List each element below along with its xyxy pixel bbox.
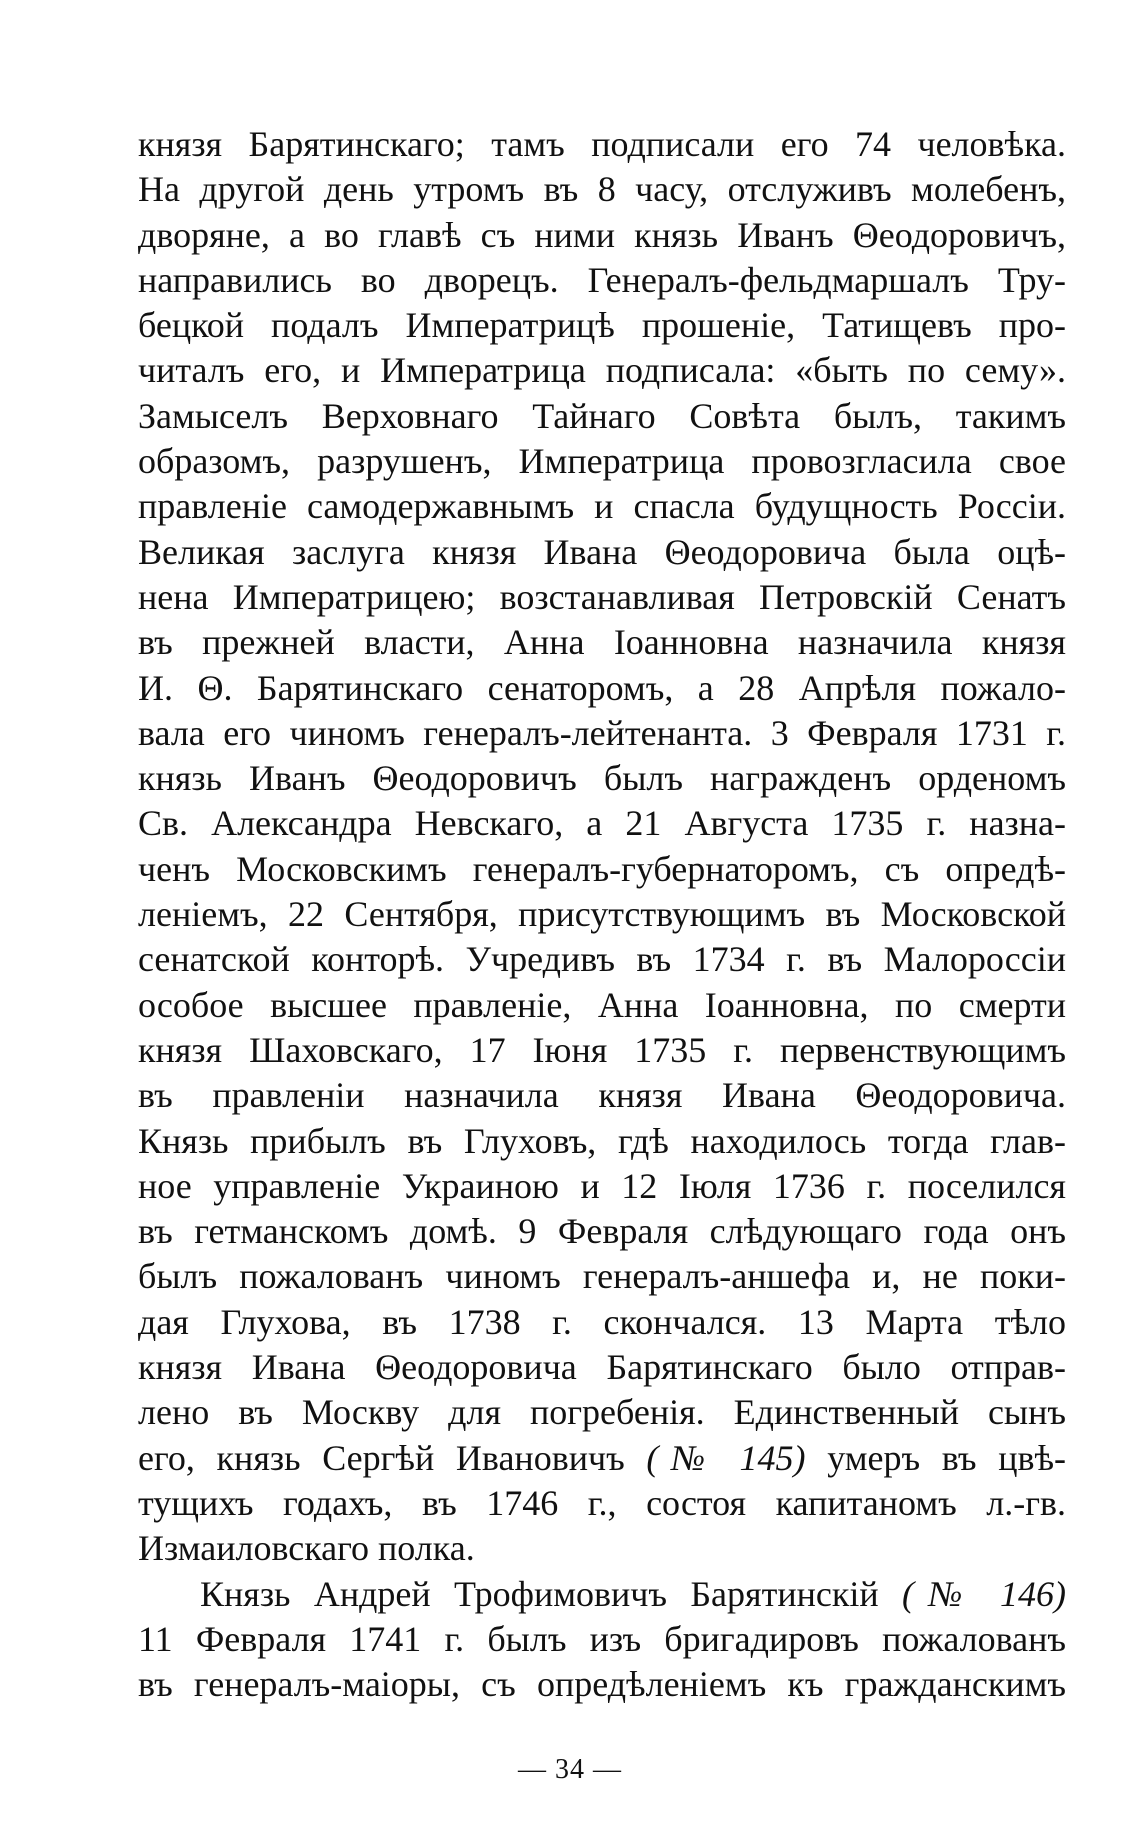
text-line-18: леніемъ, 22 Сентября, присутствующимъ въ Московской [138,894,1066,935]
text-line-7: Замыселъ Верховнаго Тайнаго Совѣта былъ, такимъ [138,395,1066,436]
text-line-4: направились во дворецъ. Генералъ-фельдмаршалъ Тру- [138,259,1066,300]
text-line-29: лено въ Москву для погребенія. Единственный сынъ [138,1392,1066,1433]
text-line-5: бецкой подалъ Императрицѣ прошеніе, Татищевъ про- [138,305,1066,346]
text-line-22: въ правленіи назначила князя Ивана Θеодоровича. [138,1075,1066,1116]
text-line-3: дворяне, а во главѣ съ ними князь Иванъ Θеодоровичъ, [138,214,1066,255]
text-line-20: особое высшее правленіе, Анна Іоанновна, по смерти [138,984,1066,1025]
body-text [138,122,1066,1707]
text-line-9: правленіе самодержавнымъ и спасла будущность Россіи. [138,486,1066,527]
text-line-19: сенатской конторѣ. Учредивъ въ 1734 г. въ Малороссіи [138,939,1066,980]
text-line-23: Князь прибылъ въ Глуховъ, гдѣ находилось тогда глав- [138,1120,1066,1161]
text-line-13: И. Θ. Барятинскаго сенаторомъ, а 28 Апрѣля пожало- [138,667,1066,708]
text-line-15: князь Иванъ Θеодоровичъ былъ награжденъ орденомъ [138,758,1066,799]
record-reference: (№ 146) [901,1573,1067,1614]
text-line-26: былъ пожалованъ чиномъ генералъ-аншефа и, не поки- [138,1256,1066,1297]
text-line-28: князя Ивана Θеодоровича Барятинскаго было отправ- [138,1347,1066,1388]
text-line-14: вала его чиномъ генералъ-лейтенанта. 3 Февраля 1731 г. [138,712,1066,753]
paragraph-2-line-3: въ генералъ-маіоры, съ опредѣленіемъ къ гражданскимъ [138,1664,1066,1705]
text-line-31: тущихъ годахъ, въ 1746 г., состоя капитаномъ л.-гв. [138,1482,1066,1523]
text-line-2: На другой день утромъ въ 8 часу, отслуживъ молебенъ, [138,169,1066,210]
paragraph-1 [138,122,1066,1436]
paragraph-2-line-1: Князь Андрей Трофимовичъ Барятинскій (№ 146) [200,1573,1067,1614]
text-line-10: Великая заслуга князя Ивана Θеодоровича была оцѣ- [138,531,1066,572]
text-line-6: читалъ его, и Императрица подписала: «быть по сему». [138,350,1066,391]
text-line-32: Измаиловскаго полка. [138,1528,475,1569]
text-line-11: нена Императрицею; возстанавливая Петровскій Сенатъ [138,576,1066,617]
text-line-25: въ гетманскомъ домѣ. 9 Февраля слѣдующаго года онъ [138,1211,1066,1252]
text-line-24: ное управленіе Украиною и 12 Іюля 1736 г. поселился [138,1165,1066,1206]
paragraph-2-line-2: 11 Февраля 1741 г. былъ изъ бригадировъ пожалованъ [138,1618,1066,1659]
text-line-16: Св. Александра Невскаго, а 21 Августа 1735 г. назна- [138,803,1066,844]
text-line-30: его, князь Сергѣй Ивановичъ (№ 145) умеръ въ цвѣ- [138,1437,1067,1478]
text-line-27: дая Глухова, въ 1738 г. скончался. 13 Марта тѣло [138,1301,1066,1342]
text-line-17: ченъ Московскимъ генералъ-губернаторомъ, съ опредѣ- [138,848,1066,889]
record-reference: (№ 145) [646,1437,806,1478]
text-line-12: въ прежней власти, Анна Іоанновна назначила князя [138,622,1066,663]
text-line-1: князя Барятинскаго; тамъ подписали его 74 человѣка. [138,124,1066,164]
page-number: — 34 — [518,1754,622,1785]
text-line-21: князя Шаховскаго, 17 Іюня 1735 г. первенствующимъ [138,1029,1066,1070]
text-line-8: образомъ, разрушенъ, Императрица провозгласила свое [138,441,1066,482]
